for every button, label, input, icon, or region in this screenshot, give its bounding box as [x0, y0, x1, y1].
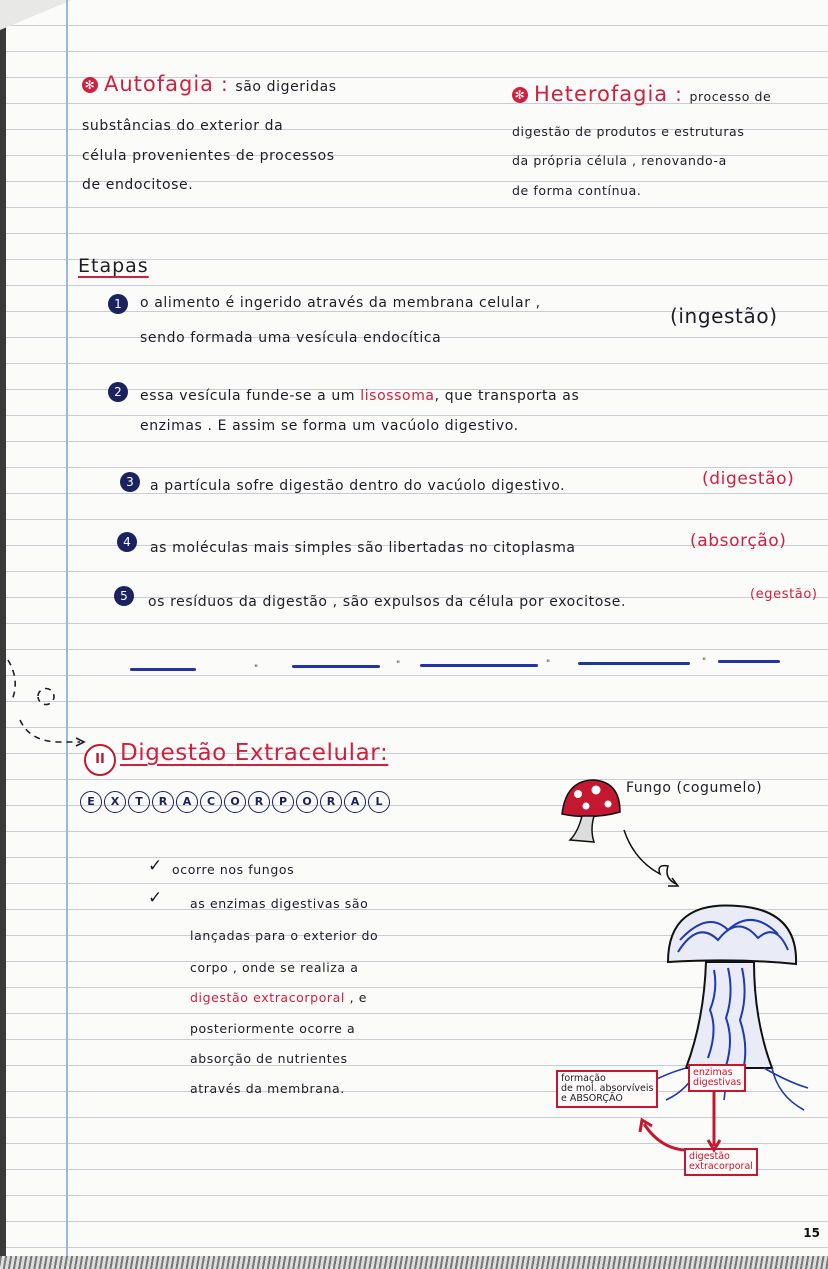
- formacao-box: formação de mol. absorvíveis e ABSORÇÃO: [556, 1070, 658, 1108]
- margin-line: [66, 0, 68, 1269]
- step-text: sendo formada uma vesícula endocítica: [140, 330, 442, 346]
- letter-circle: T: [128, 791, 150, 813]
- letter-circle: X: [104, 791, 126, 813]
- bullet-text: digestão extracorporal , e: [190, 990, 368, 1005]
- bullet-text: posteriormente ocorre a: [190, 1021, 356, 1036]
- heterofagia-line: digestão de produtos e estruturas: [512, 124, 745, 139]
- letter-circle: O: [296, 791, 318, 813]
- bullet-text: corpo , onde se realiza a: [190, 960, 359, 975]
- extracorporal-letters: [80, 791, 390, 813]
- separator-dash: [718, 660, 780, 663]
- binding-edge: [0, 0, 6, 1269]
- letter-circle: R: [248, 791, 270, 813]
- letter-circle: O: [224, 791, 246, 813]
- bullet-text: as enzimas digestivas são: [190, 896, 369, 911]
- separator-dash: [420, 664, 538, 667]
- step-text: as moléculas mais simples são libertadas no citoplasma: [150, 540, 576, 556]
- flower-bullet-icon: ✻: [512, 87, 528, 103]
- heterofagia-heading: ✻ Heterofagia : processo de: [512, 82, 771, 106]
- check-icon: ✓: [148, 888, 163, 908]
- autofagia-heading: ✻ Autofagia : são digeridas: [82, 72, 337, 96]
- separator-mark: ": [546, 659, 551, 669]
- enzimas-box: enzimas digestivas: [688, 1064, 746, 1092]
- letter-circle: R: [320, 791, 342, 813]
- diagram-arrows: [630, 1088, 750, 1158]
- check-icon: ✓: [148, 856, 163, 876]
- step-text: essa vesícula funde-se a um lisossoma, que transporta as: [140, 388, 580, 404]
- step-tag: (absorção): [690, 531, 787, 551]
- step-text: enzimas . E assim se forma um vacúolo digestivo.: [140, 418, 519, 434]
- letter-circle: R: [152, 791, 174, 813]
- letter-circle: L: [368, 791, 390, 813]
- page-fold: [0, 0, 72, 30]
- letter-circle: P: [272, 791, 294, 813]
- autofagia-line: célula provenientes de processos: [82, 148, 335, 164]
- section-number: II: [84, 744, 116, 776]
- heterofagia-line: de forma contínua.: [512, 183, 642, 198]
- separator-dash: [292, 665, 380, 668]
- step-number: 4: [117, 532, 137, 552]
- curly-arrow-icon: [0, 650, 110, 750]
- curved-arrow-icon: [616, 826, 696, 896]
- bullet-text: lançadas para o exterior do: [190, 928, 379, 943]
- step-tag: (egestão): [750, 587, 818, 602]
- separator-dash: [130, 668, 196, 671]
- step-text: os resíduos da digestão , são expulsos da célula por exocitose.: [148, 594, 627, 610]
- page-number: 15: [803, 1226, 820, 1240]
- step-number: 1: [108, 294, 128, 314]
- step-text: o alimento é ingerido através da membrana celular ,: [140, 295, 541, 311]
- separator-mark: ": [254, 664, 259, 674]
- separator-dash: [578, 662, 690, 665]
- bullet-text: absorção de nutrientes: [190, 1051, 348, 1066]
- autofagia-line: substâncias do exterior da: [82, 118, 284, 134]
- letter-circle: A: [176, 791, 198, 813]
- step-number: 5: [114, 586, 134, 606]
- step-number: 2: [108, 382, 128, 402]
- bullet-text: ocorre nos fungos: [172, 862, 295, 877]
- step-number: 3: [120, 472, 140, 492]
- step-tag: (digestão): [702, 469, 795, 489]
- heterofagia-line: da própria célula , renovando-a: [512, 153, 727, 168]
- bullet-text: através da membrana.: [190, 1081, 345, 1096]
- step-text: a partícula sofre digestão dentro do vacúolo digestivo.: [150, 478, 566, 494]
- page-bottom-edge: [0, 1256, 828, 1269]
- digestao-box: digestão extracorporal: [684, 1148, 758, 1176]
- letter-circle: A: [344, 791, 366, 813]
- letter-circle: C: [200, 791, 222, 813]
- step-tag: (ingestão): [670, 304, 778, 328]
- separator-mark: ": [396, 660, 401, 670]
- etapas-heading: Etapas: [78, 255, 149, 277]
- fungo-label: Fungo (cogumelo): [626, 780, 763, 796]
- separator-mark: ": [702, 657, 707, 667]
- letter-circle: E: [80, 791, 102, 813]
- autofagia-line: de endocitose.: [82, 177, 194, 193]
- section-title: Digestão Extracelular:: [120, 740, 389, 766]
- flower-bullet-icon: ✻: [82, 77, 98, 93]
